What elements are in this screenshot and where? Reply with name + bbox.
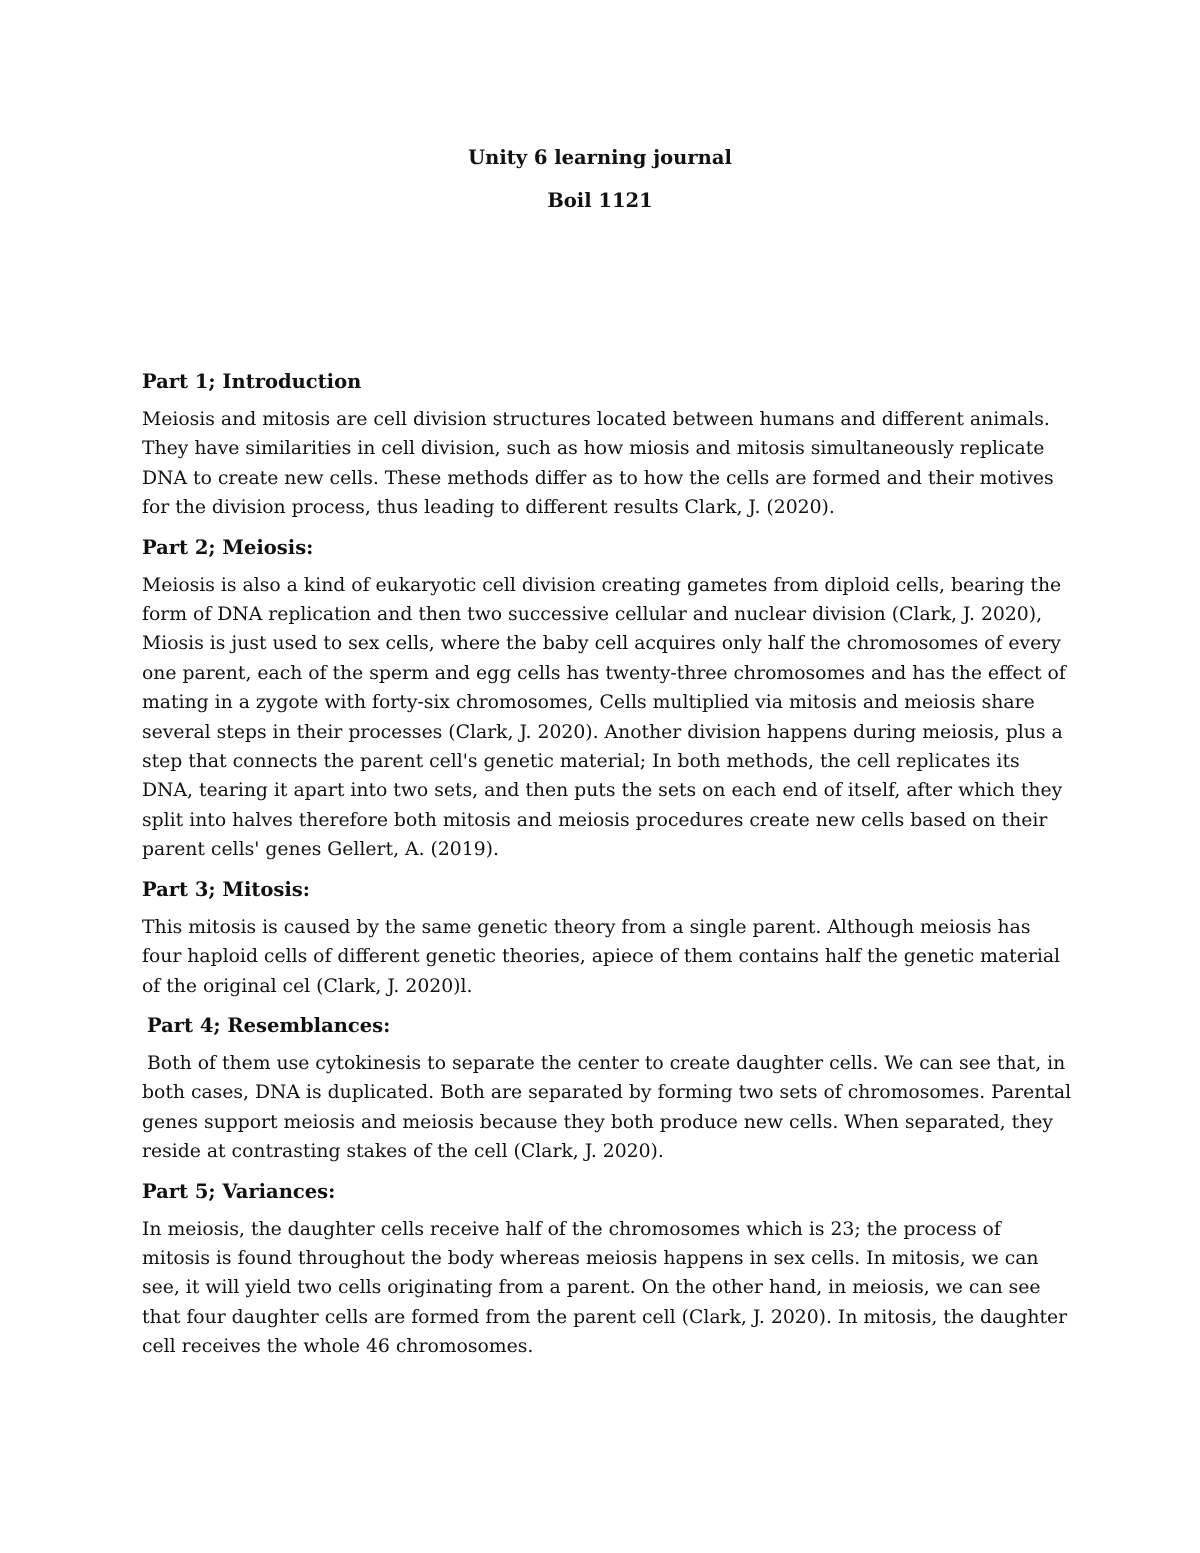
section-body-meiosis: Meiosis is also a kind of eukaryotic cell division creating gametes from diploid cells, bearing the form of DNA replication and then two successive cellular and nuclear division (Clark, J. 2020), Miosis is just used to sex cells, where the baby cell acquires only half the chromosomes of every one parent, each of the sperm and egg cells has twenty-three chromosomes and has the effect of mating in a zygote with forty-six chromosomes, Cells multiplied via mitosis and meiosis share several steps in their processes (Clark, J. 2020). Another division happens during meiosis, plus a step that connects the parent cell's genetic material; In both methods, the cell replicates its DNA, tearing it apart into two sets, and then puts the sets on each end of itself, after which they split into halves therefore both mitosis and meiosis procedures create new cells based on their parent cells' genes Gellert, A. (2019).	[142, 574, 1066, 861]
section-body-variances: In meiosis, the daughter cells receive half of the chromosomes which is 23; the process of mitosis is found throughout the body whereas meiosis happens in sex cells. In mitosis, we can see, it will yield two cells originating from a parent. On the other hand, in meiosis, we can see that four daughter cells are formed from the parent cell (Clark, J. 2020). In mitosis, the daughter cell receives the whole 46 chromosomes.	[142, 1218, 1068, 1358]
section-body-resemblances	[142, 1049, 1072, 1167]
section-heading-variances: Part 5; Variances:	[142, 1179, 336, 1203]
section-heading-meiosis: Part 2; Meiosis:	[142, 535, 314, 559]
title-block	[0, 144, 1200, 230]
course-code: Boil 1121	[547, 189, 653, 212]
document-body	[142, 368, 1072, 1373]
section-heading-resemblances: Part 4; Resemblances:	[147, 1013, 391, 1037]
section-body-resemblances-text: Both of them use cytokinesis to separate the center to create daughter cells. We can see that, in both cases, DNA is duplicated. Both are separated by forming two sets of chromosomes. Parental genes support meiosis and meiosis because they both produce new cells. When separated, they reside at contrasting stakes of the cell (Clark, J. 2020).	[142, 1052, 1072, 1163]
section-body-introduction: Meiosis and mitosis are cell division structures located between humans and different animals. They have similarities in cell division, such as how miosis and mitosis simultaneously replicate DNA to create new cells. These methods differ as to how the cells are formed and their motives for the division process, thus leading to different results Clark, J. (2020).	[142, 409, 1054, 519]
section-body-mitosis: This mitosis is caused by the same genetic theory from a single parent. Although meiosis has four haploid cells of different genetic theories, apiece of them contains half the genetic material of the original cel (Clark, J. 2020)l.	[142, 916, 1061, 997]
document-title: Unity 6 learning journal	[468, 146, 732, 169]
section-heading-introduction: Part 1; Introduction	[142, 370, 362, 393]
section-heading-mitosis: Part 3; Mitosis:	[142, 877, 310, 901]
